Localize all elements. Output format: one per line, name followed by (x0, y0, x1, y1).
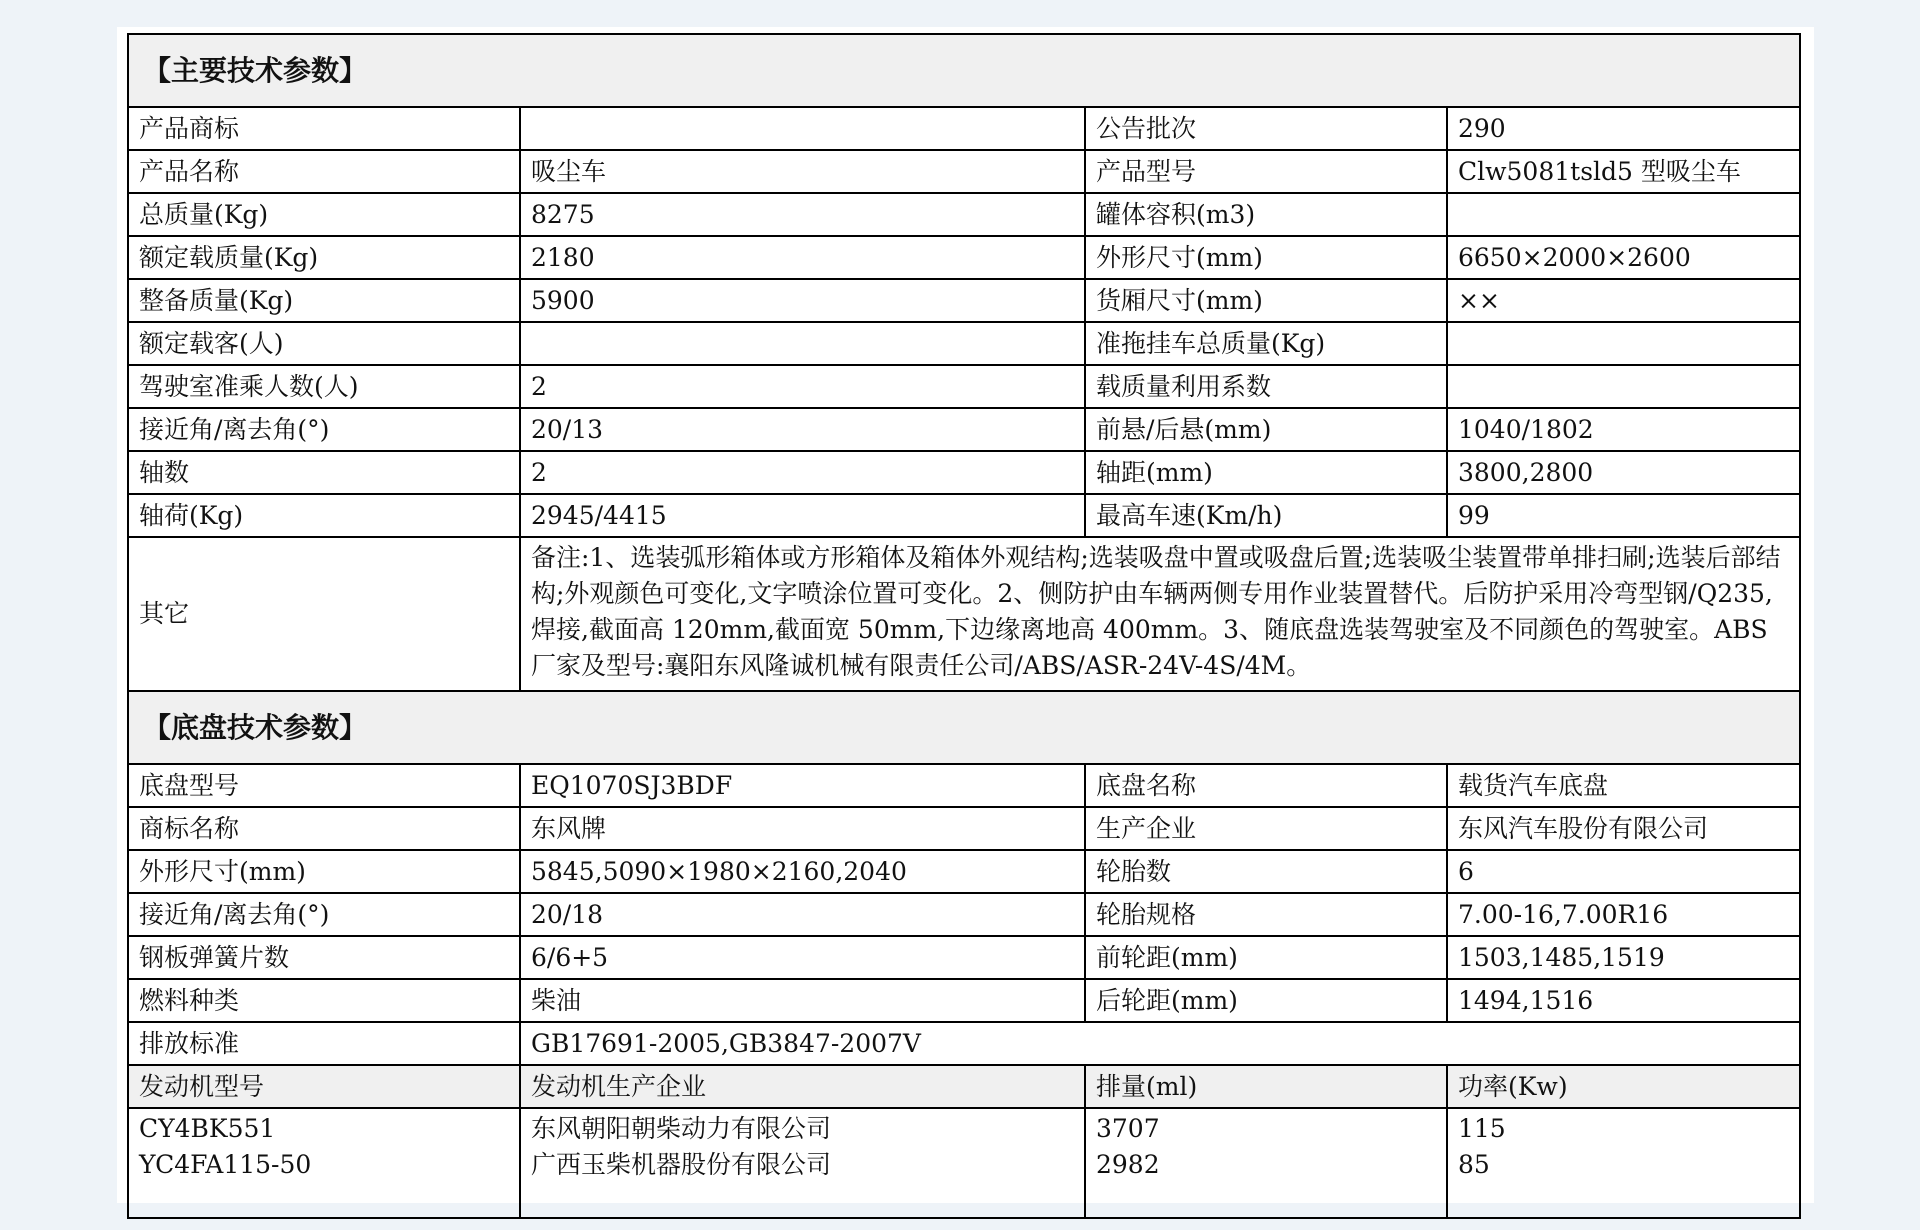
table-row (128, 893, 1800, 936)
param-label: 接近角/离去角(°) (128, 893, 520, 936)
param-label: 底盘名称 (1085, 764, 1447, 807)
param-label: 轴荷(Kg) (128, 494, 520, 537)
chassis-section-title: 【底盘技术参数】 (128, 691, 1800, 764)
table-row (128, 807, 1800, 850)
param-value: 载货汽车底盘 (1447, 764, 1800, 807)
engine-power: 115 (1458, 1114, 1506, 1143)
param-value: 东风牌 (520, 807, 1085, 850)
param-value: 6650×2000×2600 (1447, 236, 1800, 279)
param-label: 公告批次 (1085, 107, 1447, 150)
param-label: 产品型号 (1085, 150, 1447, 193)
param-value: ×× (1447, 279, 1800, 322)
table-row (128, 236, 1800, 279)
param-value (520, 322, 1085, 365)
param-label: 产品名称 (128, 150, 520, 193)
param-value: 1040/1802 (1447, 408, 1800, 451)
other-notes-row (128, 537, 1800, 691)
param-label: 驾驶室准乘人数(人) (128, 365, 520, 408)
param-value: 8275 (520, 193, 1085, 236)
param-label: 前悬/后悬(mm) (1085, 408, 1447, 451)
param-value: 20/18 (520, 893, 1085, 936)
engine-model-cell (128, 1108, 520, 1218)
emission-value: GB17691-2005,GB3847-2007V (520, 1022, 1800, 1065)
param-label: 轮胎规格 (1085, 893, 1447, 936)
other-notes-text: 备注:1、选装弧形箱体或方形箱体及箱体外观结构;选装吸盘中置或吸盘后置;选装吸尘装置带单排扫刷;选装后部结构;外观颜色可变化,文字喷涂位置可变化。2、侧防护由车辆两侧专用作业装置替代。后防护采用冷弯型钢/Q235,焊接,截面高 120mm,截面宽 50mm,下边缘离地高 400mm。3、随底盘选装驾驶室及不同颜色的驾驶室。ABS 厂家及型号:襄阳东风隆诚机械有限责任公司/ABS/ASR-24V-4S/4M。 (520, 537, 1800, 691)
main-section-header (128, 34, 1800, 107)
param-value (1447, 365, 1800, 408)
param-label: 罐体容积(m3) (1085, 193, 1447, 236)
param-value: Clw5081tsld5 型吸尘车 (1447, 150, 1800, 193)
param-value: 2 (520, 365, 1085, 408)
engine-header-row (128, 1065, 1800, 1108)
param-value (1447, 193, 1800, 236)
param-label: 底盘型号 (128, 764, 520, 807)
emission-label: 排放标准 (128, 1022, 520, 1065)
param-value: 2945/4415 (520, 494, 1085, 537)
param-label: 轴距(mm) (1085, 451, 1447, 494)
table-row (128, 107, 1800, 150)
param-label: 准拖挂车总质量(Kg) (1085, 322, 1447, 365)
param-label: 接近角/离去角(°) (128, 408, 520, 451)
table-row (128, 494, 1800, 537)
param-value: EQ1070SJ3BDF (520, 764, 1085, 807)
param-label: 最高车速(Km/h) (1085, 494, 1447, 537)
engine-model: YC4FA115-50 (139, 1150, 312, 1179)
param-label: 钢板弹簧片数 (128, 936, 520, 979)
param-value: 5845,5090×1980×2160,2040 (520, 850, 1085, 893)
table-row (128, 936, 1800, 979)
table-row (128, 279, 1800, 322)
emission-row (128, 1022, 1800, 1065)
param-value: 吸尘车 (520, 150, 1085, 193)
param-label: 总质量(Kg) (128, 193, 520, 236)
param-label: 外形尺寸(mm) (128, 850, 520, 893)
engine-power: 85 (1458, 1150, 1490, 1179)
engine-power-cell (1447, 1108, 1800, 1218)
table-row (128, 322, 1800, 365)
param-value: 6/6+5 (520, 936, 1085, 979)
param-value: 柴油 (520, 979, 1085, 1022)
engine-maker: 东风朝阳朝柴动力有限公司 (531, 1114, 832, 1143)
param-label: 产品商标 (128, 107, 520, 150)
param-value (1447, 322, 1800, 365)
param-value: 99 (1447, 494, 1800, 537)
param-label: 轴数 (128, 451, 520, 494)
engine-displacement-cell (1085, 1108, 1447, 1218)
table-row (128, 365, 1800, 408)
param-label: 货厢尺寸(mm) (1085, 279, 1447, 322)
param-value: 2 (520, 451, 1085, 494)
engine-power-header: 功率(Kw) (1447, 1065, 1800, 1108)
param-label: 前轮距(mm) (1085, 936, 1447, 979)
param-label: 载质量利用系数 (1085, 365, 1447, 408)
table-row (128, 408, 1800, 451)
param-label: 外形尺寸(mm) (1085, 236, 1447, 279)
chassis-section-header (128, 691, 1800, 764)
param-label: 商标名称 (128, 807, 520, 850)
param-value: 3800,2800 (1447, 451, 1800, 494)
param-value: 东风汽车股份有限公司 (1447, 807, 1800, 850)
param-value: 1503,1485,1519 (1447, 936, 1800, 979)
param-value: 290 (1447, 107, 1800, 150)
param-label: 整备质量(Kg) (128, 279, 520, 322)
engine-list-row (128, 1108, 1800, 1218)
table-row (128, 979, 1800, 1022)
engine-maker-header: 发动机生产企业 (520, 1065, 1085, 1108)
param-value: 20/13 (520, 408, 1085, 451)
table-row (128, 193, 1800, 236)
param-value: 2180 (520, 236, 1085, 279)
engine-maker: 广西玉柴机器股份有限公司 (531, 1150, 832, 1179)
engine-model-header: 发动机型号 (128, 1065, 520, 1108)
param-label: 生产企业 (1085, 807, 1447, 850)
table-row (128, 850, 1800, 893)
param-value (520, 107, 1085, 150)
param-label: 额定载客(人) (128, 322, 520, 365)
spec-table (127, 33, 1801, 1219)
param-label: 额定载质量(Kg) (128, 236, 520, 279)
engine-model: CY4BK551 (139, 1114, 276, 1143)
param-value: 1494,1516 (1447, 979, 1800, 1022)
engine-displacement: 3707 (1096, 1114, 1160, 1143)
param-value: 7.00-16,7.00R16 (1447, 893, 1800, 936)
main-section-title: 【主要技术参数】 (128, 34, 1800, 107)
engine-displacement: 2982 (1096, 1150, 1160, 1179)
other-label: 其它 (128, 537, 520, 691)
engine-maker-cell (520, 1108, 1085, 1218)
table-row (128, 764, 1800, 807)
param-label: 轮胎数 (1085, 850, 1447, 893)
engine-displacement-header: 排量(ml) (1085, 1065, 1447, 1108)
param-label: 燃料种类 (128, 979, 520, 1022)
table-row (128, 150, 1800, 193)
table-row (128, 451, 1800, 494)
param-value: 6 (1447, 850, 1800, 893)
param-value: 5900 (520, 279, 1085, 322)
param-label: 后轮距(mm) (1085, 979, 1447, 1022)
